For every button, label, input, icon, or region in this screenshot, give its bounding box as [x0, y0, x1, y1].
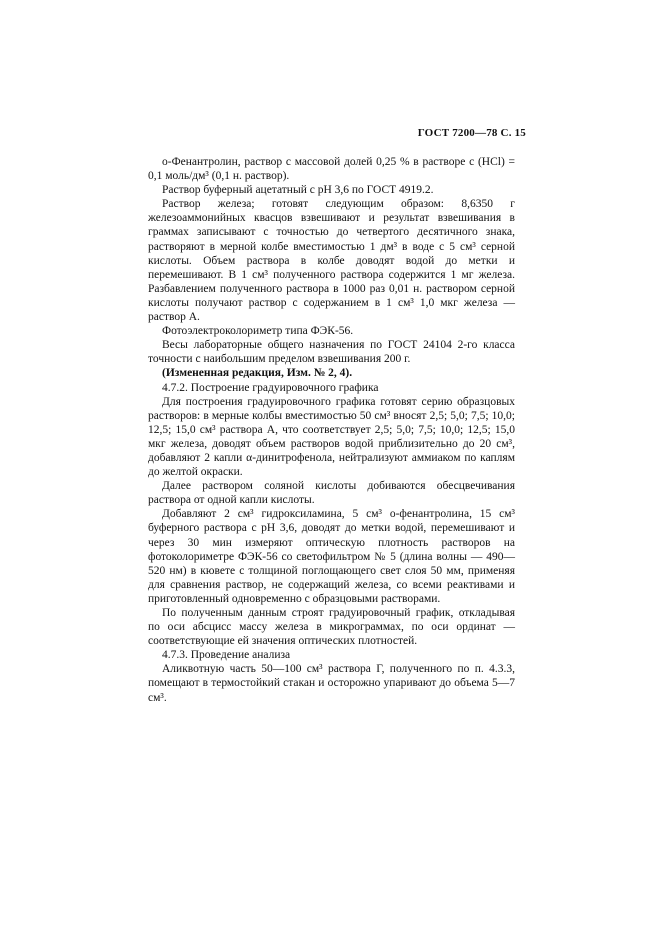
paragraph-amendment: (Измененная редакция, Изм. № 2, 4). [162, 367, 353, 380]
paragraph-iron-solution: Раствор железа; готовят следующим образом: 8,6350 г железоаммонийных квасцов взвешивают и результат взвешивания в граммах записывают с точностью до четвертого десятичного знака, растворяют в мерной колбе вместимостью 1 дм³ в воде с 5 см³ серной кислоты. Объем раствора в колбе доводят водой до метки и перемешивают. В 1 см³ полученного раствора содержится 1 мг железа. Разбавлением полученного раствора в 1000 раз 0,01 н. раствором серной кислоты получают раствор с содержанием в 1 см³ 1,0 мкг железа — раствор А. [148, 198, 515, 324]
paragraph-calibration-series: Для построения градуировочного графика готовят серию образцовых растворов: в мерные колбы вместимостью 50 см³ вносят 2,5; 5,0; 7,5; 10,0; 12,5; 15,0 см³ раствора А, что соответствует 2,5; 5,0; 7,5; 10,0; 12,5; 15,0 мкг железа, доводят объем растворов водой приблизительно до 20 см³, добавляют 2 капли α-динитрофенола, нейтрализуют аммиаком по каплям до желтой окраски. [148, 395, 515, 479]
page-header: ГОСТ 7200—78 С. 15 [417, 127, 526, 139]
paragraph-scales: Весы лабораторные общего назначения по ГОСТ 24104 2-го класса точности с наибольшим пределом взвешивания 200 г. [148, 339, 515, 366]
paragraph-decolorization: Далее раствором соляной кислоты добиваются обесцвечивания раствора от одной капли кислоты. [148, 480, 515, 507]
paragraph-reagents-measurement: Добавляют 2 см³ гидроксиламина, 5 см³ о-фенантролина, 15 см³ буферного раствора с pH 3,6, доводят до метки водой, перемешивают и через 30 мин измеряют оптическую плотность растворов на фотоколориметре ФЭК-56 со светофильтром № 5 (длина волны — 490—520 нм) в кювете с толщиной поглощающего свет слоя 50 мм, применяя для сравнения раствор, не содержащий железа, со всеми реактивами и приготовленный одновременно с образцовыми растворами. [148, 508, 515, 605]
document-body [148, 155, 515, 705]
paragraph-aliquot: Аликвотную часть 50—100 см³ раствора Г, полученного по п. 4.3.3, помещают в термостойкий стакан и осторожно упаривают до объема 5—7 см³. [148, 663, 515, 704]
paragraph-buffer: Раствор буферный ацетатный с pH 3,6 по ГОСТ 4919.2. [162, 184, 434, 197]
section-heading-4-7-3: 4.7.3. Проведение анализа [162, 649, 291, 662]
paragraph-calibration-graph: По полученным данным строят градуировочный график, откладывая по оси абсцисс массу железа в микрограммах, по оси ординат — соответствующие ей значения оптических плотностей. [148, 607, 515, 648]
paragraph-photocolorimeter: Фотоэлектроколориметр типа ФЭК-56. [162, 325, 354, 338]
paragraph-phenanthroline: о-Фенантролин, раствор с массовой долей 0,25 % в растворе с (HCl) = 0,1 моль/дм³ (0,1 н. раствор). [148, 156, 515, 183]
section-heading-4-7-2: 4.7.2. Построение градуировочного графика [162, 381, 379, 394]
